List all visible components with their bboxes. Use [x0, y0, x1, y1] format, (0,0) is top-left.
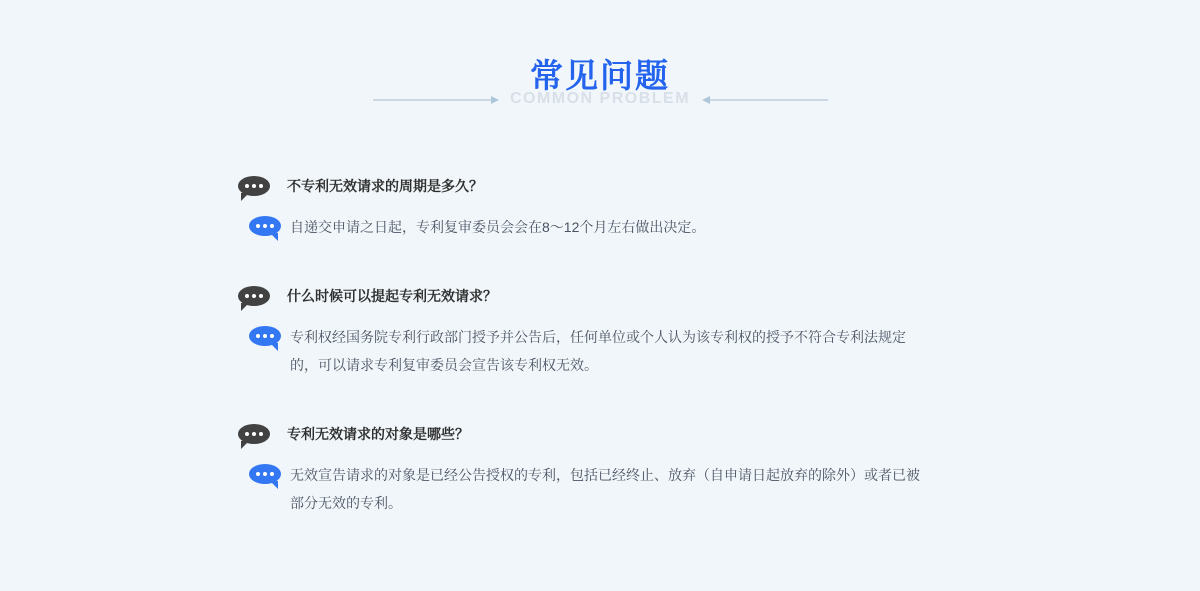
faq-list: [238, 175, 958, 561]
question-text: 不专利无效请求的周期是多久？: [287, 178, 483, 194]
answer-text: 专利权经国务院专利行政部门授予并公告后，任何单位或个人认为该专利权的授予不符合专利法规定的，可以请求专利复审委员会宣告该专利权无效。: [290, 329, 906, 373]
faq-item: [238, 175, 958, 241]
faq-item: [238, 423, 958, 517]
question-text: 专利无效请求的对象是哪些？: [287, 426, 469, 442]
faq-question-row: [238, 175, 958, 197]
faq-answer-row: [238, 461, 958, 517]
page-subtitle: COMMON PROBLEM: [509, 90, 691, 107]
question-bubble-icon: [238, 176, 270, 196]
answer-bubble-icon: [249, 464, 281, 484]
decorative-line-right: [710, 99, 828, 101]
faq-answer-row: [238, 323, 958, 379]
page-title: 常见问题: [530, 57, 670, 94]
question-bubble-icon: [238, 286, 270, 306]
faq-question-row: [238, 285, 958, 307]
answer-bubble-icon: [249, 326, 281, 346]
faq-answer-row: [238, 213, 958, 241]
answer-bubble-icon: [249, 216, 281, 236]
faq-question-row: [238, 423, 958, 445]
faq-item: [238, 285, 958, 379]
question-text: 什么时候可以提起专利无效请求？: [287, 288, 497, 304]
answer-text: 自递交申请之日起，专利复审委员会会在8～12个月左右做出决定。: [290, 219, 706, 235]
answer-text: 无效宣告请求的对象是已经公告授权的专利，包括已经终止、放弃（自申请日起放弃的除外）或者已被部分无效的专利。: [290, 467, 920, 511]
arrow-left-icon: [702, 96, 710, 104]
question-bubble-icon: [238, 424, 270, 444]
